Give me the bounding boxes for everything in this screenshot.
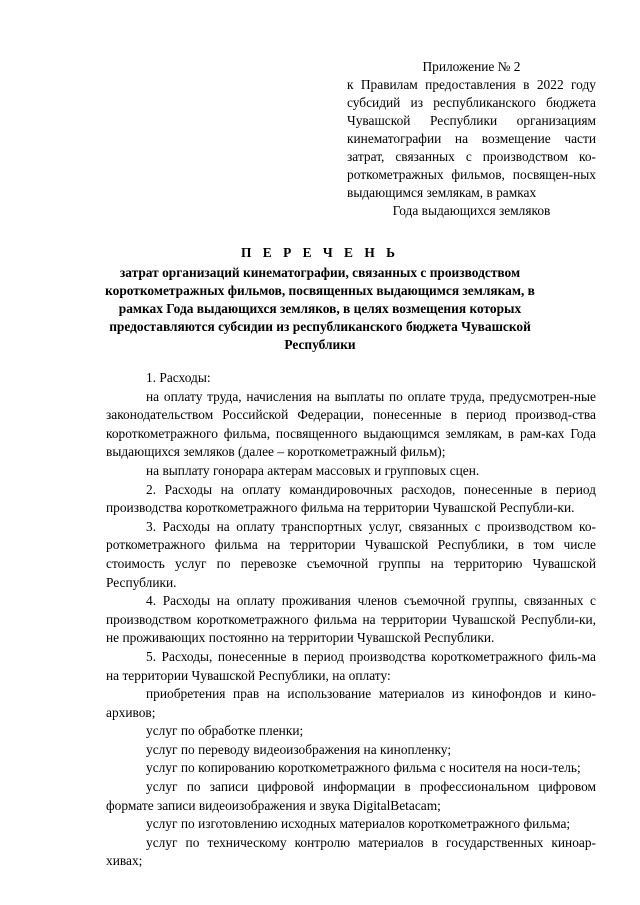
document-body xyxy=(106,369,596,871)
paragraph-13: услуг по изготовлению исходных материалов короткометражного фильма; xyxy=(146,816,571,832)
paragraph-1: 1. Расходы: xyxy=(146,370,211,385)
annex-title: Приложение № 2 xyxy=(422,59,521,74)
heading-subtitle: затрат организаций кинематографии, связанных с производством короткометражных фильмов, посвященных выдающимся землякам, в рамках Года выдающихся земляков, в целях возмещения которых предоставляются субсидии из республиканского бюджета Чувашской Республики xyxy=(105,265,535,352)
paragraph-7: 5. Расходы, понесенные в период производства короткометражного филь-ма на территории Чувашской Республики, на оплату: xyxy=(106,648,596,683)
paragraph-5: 3. Расходы на оплату транспортных услуг, связанных с производством ко-роткометражного фильма на территории Чувашской Республики, в том числе стоимость услуг по перевозке съемочной группы на территорию Чувашской Республики. xyxy=(106,518,596,590)
paragraph-4: 2. Расходы на оплату командировочных расходов, понесенные в период производства короткометражного фильма на территории Чувашской Республи-ки. xyxy=(106,481,596,516)
paragraph-14: услуг по техническому контролю материалов в государственных киноар-хивах; xyxy=(106,834,596,869)
paragraph-12: услуг по записи цифровой информации в профессиональном цифровом формате записи видеоизображения и звука DigitalBetacam; xyxy=(106,779,596,813)
paragraph-2: на оплату труда, начисления на выплаты по оплате труда, предусмотрен-ные законодательством Российской Федерации, понесенные в период производ-ства короткометражного фильма, посвященного выдающимся землякам, в рам-ках Года выдающихся земляков (далее – короткометражный фильм); xyxy=(106,388,596,460)
document-heading xyxy=(100,244,540,354)
paragraph-8: приобретения прав на использование материалов из кинофондов и кино-архивов; xyxy=(106,686,596,720)
paragraph-10: услуг по переводу видеоизображения на кинопленку; xyxy=(146,741,452,757)
annex-last-line: Года выдающихся земляков xyxy=(392,203,551,218)
paragraph-6: 4. Расходы на оплату проживания членов съемочной группы, связанных с производством короткометражного фильма на территории Чувашской Республи-ки, не проживающих постоянно на территории Чувашской Республики. xyxy=(106,593,596,646)
annex-note xyxy=(347,58,596,220)
paragraph-9: услуг по обработке пленки; xyxy=(146,723,304,739)
heading-title: П Е Р Е Ч Е Н Ь xyxy=(241,245,399,260)
paragraph-3: на выплату гонорара актерам массовых и групповых сцен. xyxy=(146,462,480,478)
annex-text: к Правилам предоставления в 2022 году субсидий из республиканского бюджета Чувашской Республики организациям кинематографии на возмещение части затрат, связанных с производством ко-роткометражных фильмов, посвящен-ных выдающимся землякам, в рамках xyxy=(347,77,596,200)
paragraph-11: услуг по копированию короткометражного фильма с носителя на носи-тель; xyxy=(146,760,581,776)
